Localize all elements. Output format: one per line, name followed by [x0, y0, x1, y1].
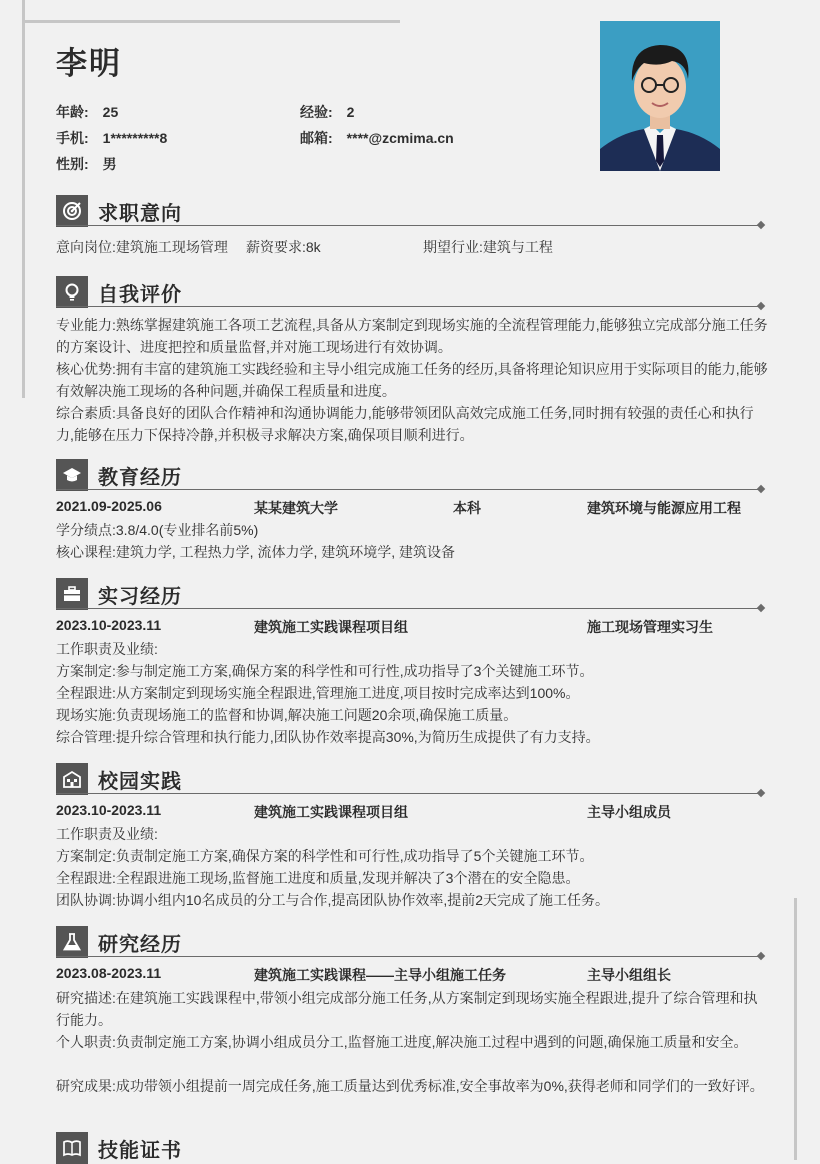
- section-rule-end: [757, 485, 765, 493]
- section-rule: [56, 956, 760, 957]
- decorative-right-line: [794, 898, 797, 1160]
- section-header-research: [56, 926, 766, 958]
- education-courses: 核心课程:建筑力学, 工程热力学, 流体力学, 建筑环境学, 建筑设备: [56, 544, 456, 560]
- campus-role: 主导小组成员: [587, 804, 671, 820]
- internship-role: 施工现场管理实习生: [587, 619, 713, 635]
- internship-line: 综合管理:提升综合管理和执行能力,团队协作效率提高30%,为简历生成提供了有力支持。: [56, 729, 600, 745]
- education-school: 某某建筑大学: [254, 500, 338, 516]
- internship-line: 方案制定:参与制定施工方案,确保方案的科学性和可行性,成功指导了3个关键施工环节。: [56, 663, 594, 679]
- phone-field: [56, 128, 167, 148]
- internship-period: 2023.10-2023.11: [56, 617, 162, 633]
- lightbulb-icon: [56, 276, 88, 308]
- experience-field: [300, 102, 354, 122]
- phone-value: 1*********8: [102, 130, 168, 146]
- campus-period: 2023.10-2023.11: [56, 802, 162, 818]
- education-gpa: 学分绩点:3.8/4.0(专业排名前5%): [56, 522, 259, 538]
- decorative-top-line: [22, 20, 400, 23]
- research-results: 研究成果:成功带领小组提前一周完成任务,施工质量达到优秀标准,安全事故率为0%,获得老师和同学们的一致好评。: [56, 1078, 764, 1094]
- self-eval-professional: 专业能力:熟练掌握建筑施工各项工艺流程,具备从方案制定到现场实施的全流程管理能力,能够独立完成部分施工任务的方案设计、进度把控和质量监督,并对施工现场进行有效协调。: [56, 317, 768, 355]
- building-icon: [56, 763, 88, 795]
- section-rule: [56, 608, 760, 609]
- candidate-name: 李明: [56, 46, 122, 81]
- education-major: 建筑环境与能源应用工程: [587, 500, 741, 516]
- experience-value: 2: [346, 104, 355, 120]
- campus-line: 工作职责及业绩:: [56, 826, 158, 842]
- section-rule-end: [757, 604, 765, 612]
- section-header-campus-practice: [56, 763, 766, 795]
- book-icon: [56, 1132, 88, 1164]
- intent-salary: 薪资要求:8k: [246, 239, 321, 255]
- age-field: [56, 102, 118, 122]
- research-role: 主导小组组长: [587, 967, 671, 983]
- section-title: 自我评价: [98, 284, 182, 306]
- internship-line: 现场实施:负责现场施工的监督和协调,解决施工问题20余项,确保施工质量。: [56, 707, 518, 723]
- section-header-internship: [56, 578, 766, 610]
- email-value: ****@zcmima.cn: [346, 130, 454, 146]
- decorative-left-line: [22, 0, 25, 398]
- section-rule: [56, 793, 760, 794]
- campus-line: 团队协调:协调小组内10名成员的分工与合作,提高团队协作效率,提前2天完成了施工任务。: [56, 892, 610, 908]
- section-header-skills: [56, 1132, 766, 1164]
- research-description: 研究描述:在建筑施工实践课程中,带领小组完成部分施工任务,从方案制定到现场实施全程跟进,提升了综合管理和执行能力。: [56, 990, 758, 1028]
- section-rule-end: [757, 952, 765, 960]
- email-label: 邮箱:: [300, 130, 333, 146]
- phone-label: 手机:: [56, 130, 89, 146]
- section-header-job-intent: [56, 195, 766, 227]
- section-title: 校园实践: [98, 771, 182, 793]
- section-rule-end: [757, 302, 765, 310]
- section-rule: [56, 225, 760, 226]
- experience-label: 经验:: [300, 104, 333, 120]
- section-title: 求职意向: [98, 203, 182, 225]
- self-eval-strengths: 核心优势:拥有丰富的建筑施工实践经验和主导小组完成施工任务的经历,具备将理论知识应用于实际项目的能力,能够有效解决施工现场的各种问题,并确保工程质量和进度。: [56, 361, 768, 399]
- internship-org: 建筑施工实践课程项目组: [254, 619, 408, 635]
- education-period: 2021.09-2025.06: [56, 498, 162, 514]
- section-rule-end: [757, 221, 765, 229]
- education-degree: 本科: [453, 500, 481, 516]
- internship-line: 全程跟进:从方案制定到现场实施全程跟进,管理施工进度,项目按时完成率达到100%。: [56, 685, 580, 701]
- section-rule: [56, 489, 760, 490]
- briefcase-icon: [56, 578, 88, 610]
- campus-org: 建筑施工实践课程项目组: [254, 804, 408, 820]
- intent-position: 意向岗位:建筑施工现场管理: [56, 239, 228, 255]
- section-header-education: [56, 459, 766, 491]
- graduation-cap-icon: [56, 459, 88, 491]
- section-rule-end: [757, 789, 765, 797]
- campus-line: 全程跟进:全程跟进施工现场,监督施工进度和质量,发现并解决了3个潜在的安全隐患。: [56, 870, 580, 886]
- gender-value: 男: [102, 156, 117, 172]
- internship-line: 工作职责及业绩:: [56, 641, 158, 657]
- research-period: 2023.08-2023.11: [56, 965, 162, 981]
- flask-icon: [56, 926, 88, 958]
- email-field: [300, 128, 454, 148]
- gender-field: [56, 154, 117, 174]
- age-label: 年龄:: [56, 104, 89, 120]
- section-title: 技能证书: [98, 1140, 182, 1162]
- section-rule: [56, 306, 760, 307]
- profile-photo: [600, 21, 720, 171]
- section-title: 教育经历: [98, 467, 182, 489]
- section-title: 实习经历: [98, 586, 182, 608]
- section-header-self-evaluation: [56, 276, 766, 308]
- gender-label: 性别:: [56, 156, 89, 172]
- age-value: 25: [102, 104, 119, 120]
- target-icon: [56, 195, 88, 227]
- research-responsibilities: 个人职责:负责制定施工方案,协调小组成员分工,监督施工进度,解决施工过程中遇到的问题,确保施工质量和安全。: [56, 1034, 748, 1050]
- section-title: 研究经历: [98, 934, 182, 956]
- campus-line: 方案制定:负责制定施工方案,确保方案的科学性和可行性,成功指导了5个关键施工环节。: [56, 848, 594, 864]
- self-eval-qualities: 综合素质:具备良好的团队合作精神和沟通协调能力,能够带领团队高效完成施工任务,同时拥有较强的责任心和执行力,能够在压力下保持冷静,并积极寻求解决方案,确保项目顺利进行。: [56, 405, 754, 443]
- intent-industry: 期望行业:建筑与工程: [423, 239, 553, 255]
- research-org: 建筑施工实践课程——主导小组施工任务: [254, 967, 506, 983]
